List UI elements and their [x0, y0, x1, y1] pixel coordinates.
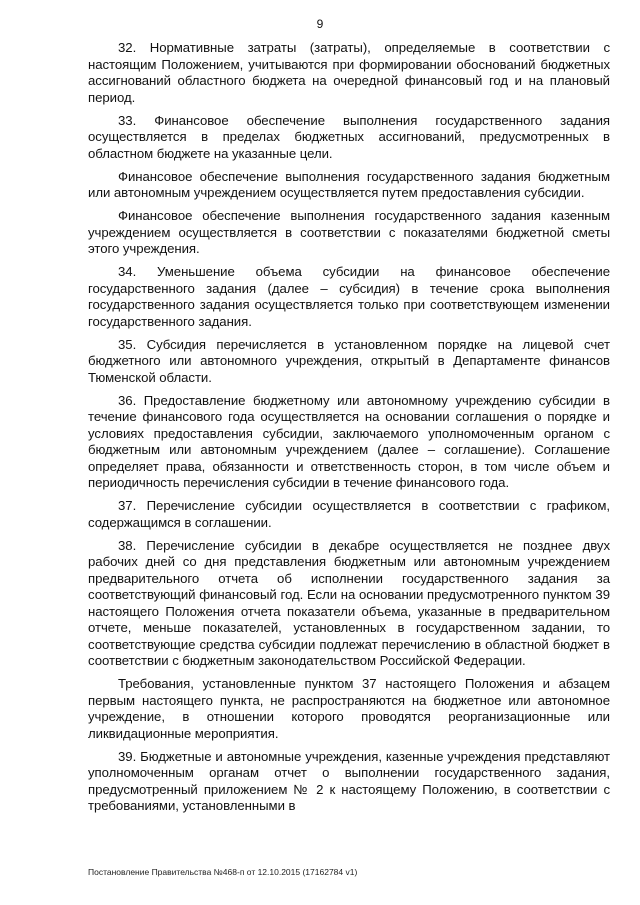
paragraph-34: 34. Уменьшение объема субсидии на финансовое обеспечение государственного задания (далее – субсидия) в течение срока выполнения государственного задания осуществляется только при соответствующем изменении государственного задания. — [88, 264, 610, 329]
paragraph-38-requirements: Требования, установленные пунктом 37 настоящего Положения и абзацем первым настоящего пункта, не распространяются на бюджетное или автономное учреждение, в отношении которого проводятся реорганизационные или ликвидационные мероприятия. — [88, 676, 610, 741]
paragraph-33: 33. Финансовое обеспечение выполнения государственного задания осуществляется в пределах бюджетных ассигнований, предусмотренных в областном бюджете на указанные цели. — [88, 112, 610, 161]
paragraph-33-state-institution: Финансовое обеспечение выполнения государственного задания казенным учреждением осуществляется в соответствии с показателями бюджетной сметы этого учреждения. — [88, 208, 610, 256]
paragraph-38: 38. Перечисление субсидии в декабре осуществляется не позднее двух рабочих дней со дня представления бюджетным или автономным учреждением предварительного отчета об исполнении государственного задания за соответствующий финансовый год. Если на основании предусмотренного пунктом 39 настоящего Положения отчета показатели объема, указанные в предварительном отчете, меньше показателей, установленных в государственном задании, то соответствующие средства субсидии подлежат перечислению в областной бюджет в соответствии с бюджетным законодательством Российской Федерации. — [88, 537, 610, 668]
paragraph-39: 39. Бюджетные и автономные учреждения, казенные учреждения представляют уполномоченным органам отчет о выполнении государственного задания, предусмотренный приложением № 2 к настоящему Положению, в соответствии с требованиями, установленными в — [88, 748, 610, 813]
page-number: 9 — [316, 17, 324, 31]
paragraph-37: 37. Перечисление субсидии осуществляется в соответствии с графиком, содержащимся в соглашении. — [88, 498, 610, 530]
paragraph-33-budget-autonomous: Финансовое обеспечение выполнения государственного задания бюджетным или автономным учреждением осуществляется путем предоставления субсидии. — [88, 168, 610, 200]
paragraph-35: 35. Субсидия перечисляется в установленном порядке на лицевой счет бюджетного или автономного учреждения, открытый в Департаменте финансов Тюменской области. — [88, 336, 610, 385]
paragraph-36: 36. Предоставление бюджетному или автономному учреждению субсидии в течение финансового года осуществляется на основании соглашения о порядке и условиях предоставления субсидии, заключаемого уполномоченным органом с бюджетным или автономным учреждением (далее – соглашение). Соглашение определяет права, обязанности и ответственность сторон, в том числе объем и периодичность перечисления субсидии в течение финансового года. — [88, 392, 610, 490]
document-body — [88, 40, 610, 821]
document-footer: Постановление Правительства №468-п от 12.10.2015 (17162784 v1) — [88, 867, 358, 877]
paragraph-32: 32. Нормативные затраты (затраты), определяемые в соответствии с настоящим Положением, учитываются при формировании обоснований бюджетных ассигнований областного бюджета на очередной финансовый год и на плановый период. — [88, 40, 610, 105]
